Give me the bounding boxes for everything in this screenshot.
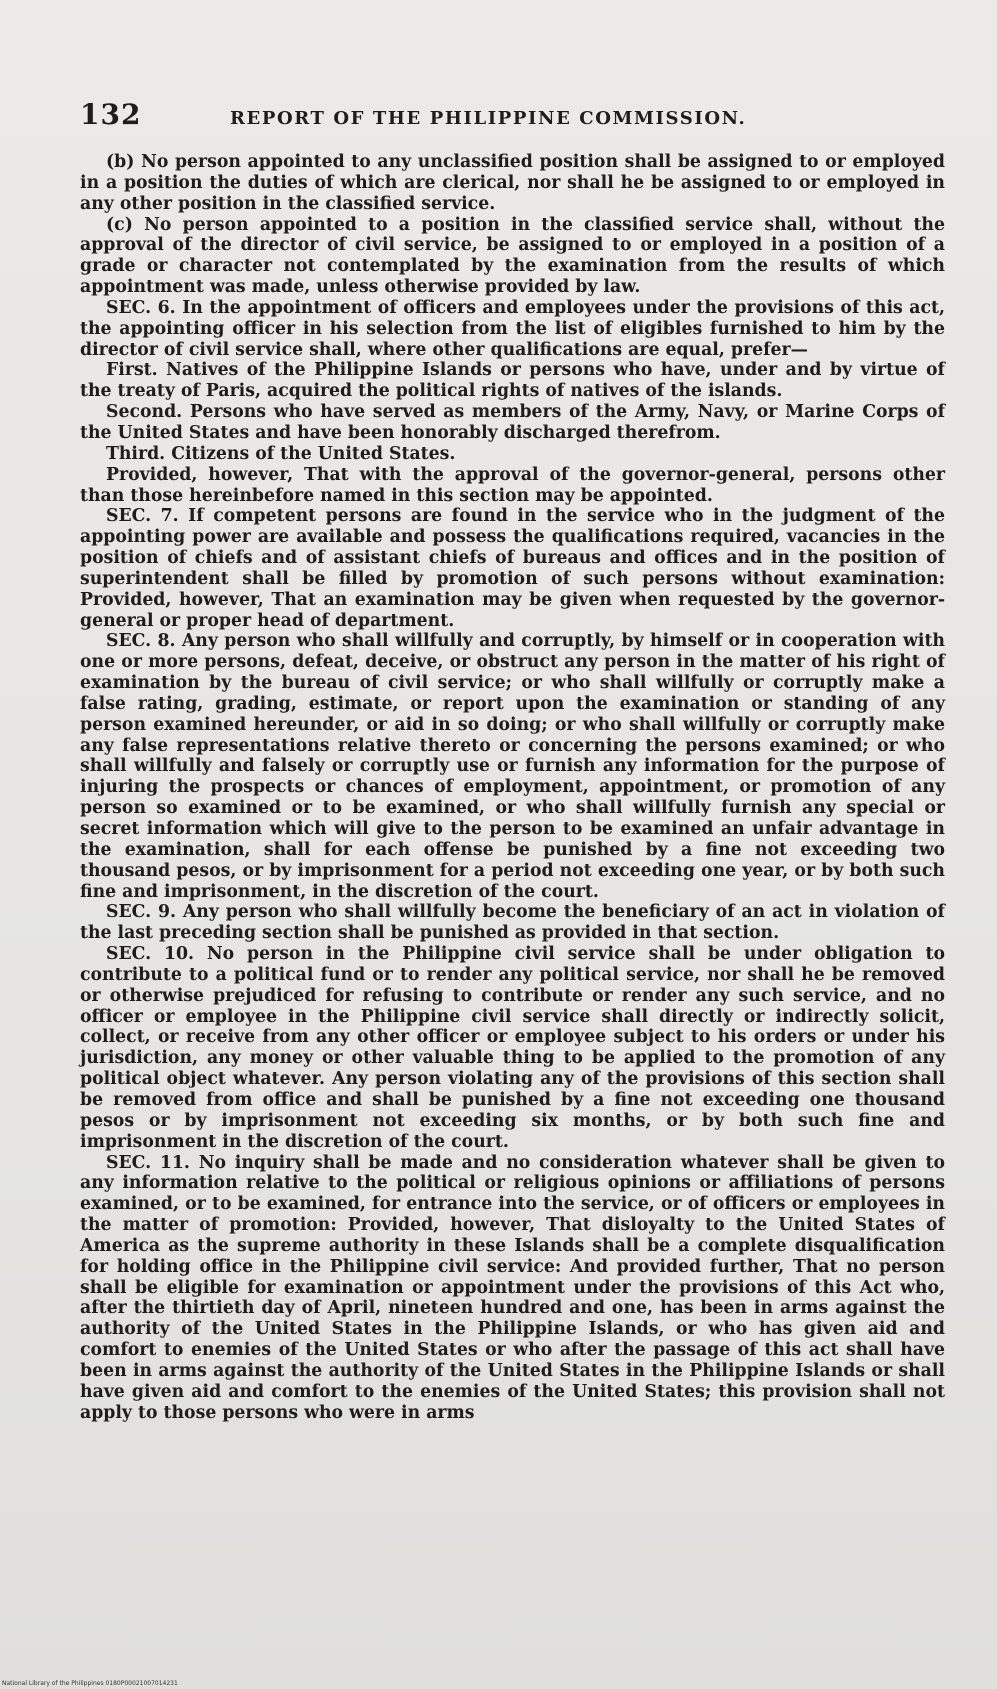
preference-third: Third. Citizens of the United States. (106, 443, 456, 464)
section-6: SEC. 6. In the appointment of officers and employees under the provisions of this act, the appointing officer in his selection from the list of eligibles furnished to him by the director of civil service shall, where other qualifications are equal, prefer— (80, 297, 945, 360)
preference-first: First. Natives of the Philippine Islands or persons who have, under and by virtue of the treaty of Paris, acquired the political rights of natives of the islands. (80, 360, 945, 402)
section-9: SEC. 9. Any person who shall willfully become the beneficiary of an act in violation of the last preceding section shall be punished as provided in that section. (80, 902, 945, 944)
paragraph-b: (b) No person appointed to any unclassified position shall be assigned to or employed in a position the duties of which are clerical, nor shall he be assigned to or employed in any other position in the classified service. (80, 152, 945, 214)
running-title: REPORT OF THE PHILIPPINE COMMISSION. (230, 108, 747, 129)
section-6-proviso: Provided, however, That with the approval of the governor-general, persons other than those hereinbefore named in this section may be appointed. (80, 464, 945, 506)
body-text (80, 152, 945, 1423)
page-number: 132 (80, 98, 142, 131)
page-header (80, 98, 945, 142)
section-10: SEC. 10. No person in the Philippine civil service shall be under obligation to contribute to a political fund or to render any political service, nor shall he be removed or otherwise prejudiced for refusing to contribute or render any such service, and no officer or employee in the Philippine civil service shall directly or indirectly solicit, collect, or receive from any other officer or employee subject to his orders or under his jurisdiction, any money or other valuable thing to be applied to the promotion of any political object whatever. Any person violating any of the provisions of this section shall be removed from office and shall be punished by a fine not exceeding one thousand pesos or by imprisonment not exceeding six months, or by both such fine and imprisonment in the discretion of the court. (80, 944, 945, 1152)
section-7: SEC. 7. If competent persons are found in the service who in the judgment of the appointing power are available and possess the qualifications required, vacancies in the position of chiefs and of assistant chiefs of bureaus and offices and in the position of superintendent shall be filled by promotion of such persons without examination: Provided, however, That an examination may be given when requested by the governor-general or proper head of department. (80, 506, 945, 631)
section-8: SEC. 8. Any person who shall willfully and corruptly, by himself or in cooperation with one or more persons, defeat, deceive, or obstruct any person in the matter of his right of examination by the bureau of civil service; or who shall willfully or corruptly make a false rating, grading, estimate, or report upon the examination or standing of any person examined hereunder, or aid in so doing; or who shall willfully or corruptly make any false representations relative thereto or concerning the persons examined; or who shall willfully and falsely or corruptly use or furnish any information for the purpose of injuring the prospects or chances of employment, appointment, or promotion of any person so examined or to be examined, or who shall willfully furnish any special or secret information which will give to the person to be examined an unfair advantage in the examination, shall for each offense be punished by a fine not exceeding two thousand pesos, or by imprisonment for a period not exceeding one year, or by both such fine and imprisonment, in the discretion of the court. (80, 631, 945, 902)
paragraph-c: (c) No person appointed to a position in the classified service shall, without the approval of the director of civil service, be assigned to or employed in a position of a grade or character not contemplated by the examination from the results of which appointment was made, unless otherwise provided by law. (80, 214, 945, 298)
preference-second: Second. Persons who have served as members of the Army, Navy, or Marine Corps of the United States and have been honorably discharged therefrom. (80, 402, 945, 443)
library-stamp: National Library of the Philippines 0180P00021007014231 (2, 1680, 178, 1687)
section-11: SEC. 11. No inquiry shall be made and no consideration whatever shall be given to any information relative to the political or religious opinions or affiliations of persons examined, or to be examined, for entrance into the service, or of officers or employees in the matter of promotion: Provided, however, That disloyalty to the United States of America as the supreme authority in these Islands shall be a complete disqualification for holding office in the Philippine civil service: And provided further, That no person shall be eligible for examination or appointment under the provisions of this Act who, after the thirtieth day of April, nineteen hundred and one, has been in arms against the authority of the United States in the Philippine Islands, or who has given aid and comfort to enemies of the United States or who after the passage of this act shall have been in arms against the authority of the United States in the Philippine Islands or shall have given aid and comfort to the enemies of the United States; this provision shall not apply to those persons who were in arms (80, 1152, 945, 1423)
